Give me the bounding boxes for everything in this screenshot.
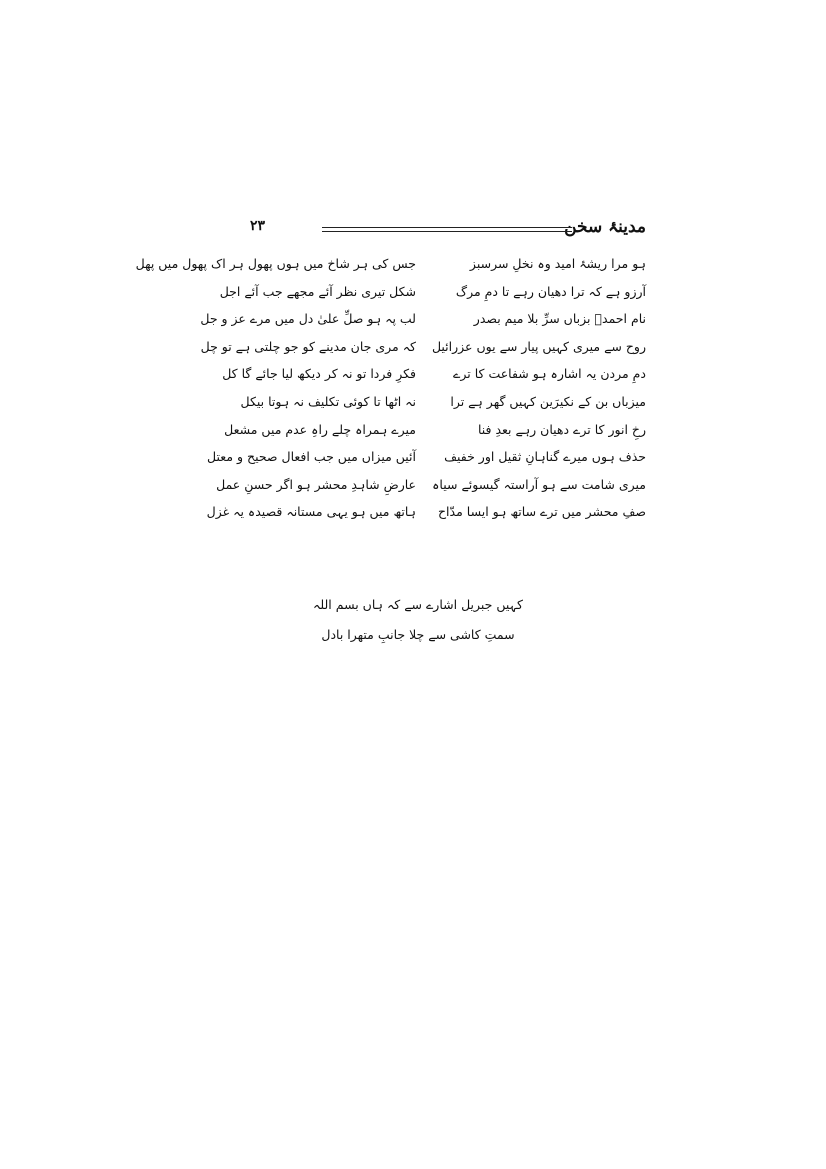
misra-second: نہ اٹھا تا کوئی تکلیف نہ ہوتا بیکل xyxy=(240,393,416,409)
misra-first: صفِ محشر میں ترے ساتھ ہو ایسا مدّاح xyxy=(437,504,646,520)
couplet xyxy=(240,391,646,419)
misra-first: میزباں بن کے نکیرَین کہیں گھر ہے ترا xyxy=(450,393,646,409)
misra-second: شکل تیری نظر آئے مجھے جب آئے اجل xyxy=(219,283,416,299)
running-title: مدینۂ سخن xyxy=(564,217,646,237)
misra-first: نام احمدؐ بزباں سرِّ بلا میم بصدر xyxy=(473,311,646,327)
misra-first: روح سے میری کہیں پیار سے یوں عزرائیل xyxy=(431,338,646,354)
misra-second: فکرِ فردا تو نہ کر دیکھ لیا جائے گا کل xyxy=(222,366,416,382)
couplet xyxy=(200,336,646,364)
page-header xyxy=(250,216,646,246)
misra-first: حذف ہوں میرے گناہانِ ثقیل اور خفیف xyxy=(444,449,646,465)
misra-second: جس کی ہر شاخ میں ہوں پھول ہر اک پھول میں پھل xyxy=(135,256,416,271)
couplet xyxy=(219,281,646,309)
couplet xyxy=(216,474,646,502)
misra-second: آئیں میزاں میں جب افعال صحیح و معتل xyxy=(207,449,416,465)
closing-couplet xyxy=(300,590,536,650)
misra-second: میرے ہمراہ چلے راہِ عدم میں مشعل xyxy=(224,421,416,437)
couplet xyxy=(200,308,646,336)
couplet xyxy=(135,253,646,281)
couplet xyxy=(222,363,646,391)
misra-second: کہ مری جان مدینے کو جو چلتی ہے تو چل xyxy=(200,338,416,354)
page-number: ۲۳ xyxy=(250,218,266,234)
misra-first: رخِ انور کا ترے دھیان رہے بعدِ فنا xyxy=(477,421,646,437)
closing-line-second: سمتِ کاشی سے چلا جانبِ متھرا بادل xyxy=(321,627,515,642)
misra-first: ہو مرا ریشۂ امید وہ نخلِ سرسبز xyxy=(469,256,646,271)
couplet xyxy=(206,501,646,529)
couplet xyxy=(224,419,646,447)
couplet xyxy=(207,446,646,474)
misra-first: آرزو ہے کہ ترا دھیان رہے تا دمِ مرگ xyxy=(455,283,646,299)
header-double-rule xyxy=(322,227,572,232)
closing-line-first: کہیں جبریل اشارے سے کہ ہاں بسم اللہ xyxy=(313,597,523,612)
misra-first: میری شامت سے ہو آراستہ گیسوئے سیاہ xyxy=(432,476,646,492)
misra-second: عارضِ شاہدِ محشر ہو اگر حسنِ عمل xyxy=(216,476,416,492)
misra-second: ہاتھ میں ہو یہی مستانہ قصیدہ یہ غزل xyxy=(206,504,416,520)
misra-first: دمِ مردن یہ اشارہ ہو شفاعت کا ترے xyxy=(453,366,646,382)
misra-second: لب پہ ہو صلِّ علیٰ دل میں مرے عز و جل xyxy=(200,311,416,327)
verse-block xyxy=(135,253,646,529)
